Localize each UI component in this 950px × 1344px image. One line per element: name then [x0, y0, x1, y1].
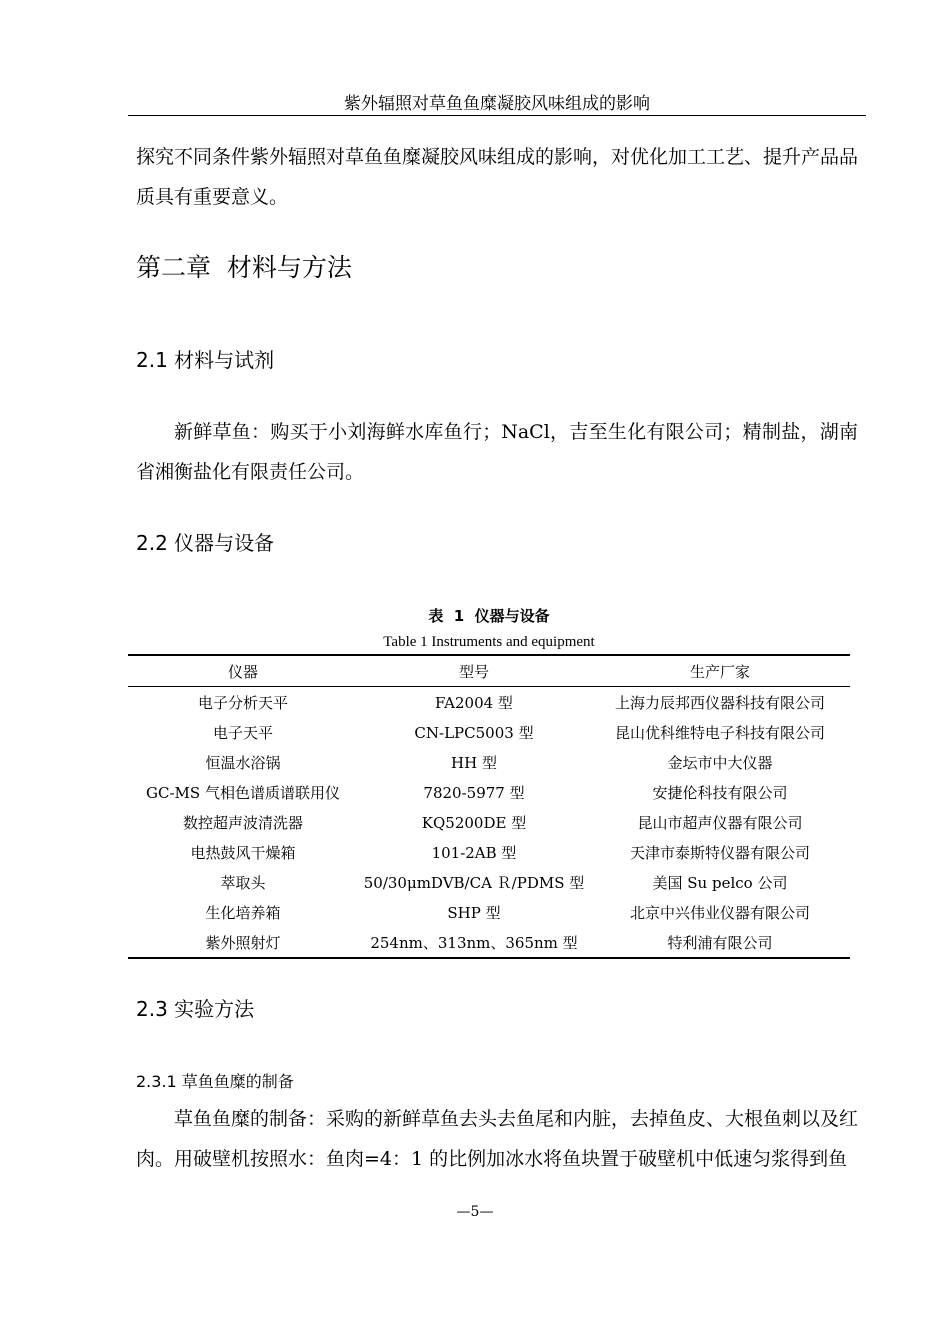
table-header-manufacturer: 生产厂家 [689, 662, 750, 681]
table-header-model: 型号 [458, 662, 489, 681]
table-cell-manufacturer: 美国 Su pelco 公司 [652, 873, 788, 892]
header-rule [128, 115, 866, 116]
table-cell-model: CN-LPC5003 型 [414, 723, 534, 742]
table-cell-manufacturer: 北京中兴伟业仪器有限公司 [629, 903, 810, 922]
subsection-heading-2-3-1: 2.3.1 草鱼鱼糜的制备 [136, 1072, 294, 1091]
table-cell-manufacturer: 上海力辰邦西仪器科技有限公司 [614, 693, 825, 712]
table-cell-instrument: 数控超声波清洗器 [182, 813, 303, 832]
table-cell-manufacturer: 昆山市超声仪器有限公司 [637, 813, 803, 832]
chapter-title: 第二章 材料与方法 [136, 253, 352, 282]
table-row [128, 837, 850, 867]
table-row [128, 687, 850, 718]
table-row [128, 927, 850, 958]
table-caption-english: Table 1 Instruments and equipment [383, 634, 595, 650]
section-heading-2-1: 2.1 材料与试剂 [136, 348, 275, 372]
table-cell-model: SHP 型 [447, 903, 501, 922]
table-cell-instrument: 电子分析天平 [197, 693, 288, 712]
materials-paragraph: 新鲜草鱼：购买于小刘海鲜水库鱼行；NaCl，吉至生化有限公司；精制盐，湖南省湘衡盐化有限责任公司。 [136, 421, 858, 483]
table-row [128, 777, 850, 807]
section-heading-2-3: 2.3 实验方法 [136, 997, 255, 1021]
equipment-table [128, 654, 850, 959]
table-cell-instrument: 紫外照射灯 [205, 933, 281, 952]
table-cell-model: 50/30μmDVB/CA Ｒ/PDMS 型 [363, 873, 585, 892]
section-heading-2-2: 2.2 仪器与设备 [136, 531, 275, 555]
table-cell-manufacturer: 特利浦有限公司 [667, 933, 773, 952]
intro-paragraph: 探究不同条件紫外辐照对草鱼鱼糜凝胶风味组成的影响，对优化加工工艺、提升产品品质具有重要意义。 [136, 146, 859, 208]
table-cell-instrument: GC-MS 气相色谱质谱联用仪 [146, 783, 340, 802]
table-row [128, 897, 850, 927]
table-cell-instrument: 电热鼓风干燥箱 [190, 843, 296, 862]
table-cell-model: 7820-5977 型 [423, 783, 525, 802]
table-cell-manufacturer: 昆山优科维特电子科技有限公司 [614, 723, 825, 742]
table-row [128, 717, 850, 747]
table-cell-instrument: 萃取头 [220, 873, 266, 892]
table-cell-manufacturer: 金坛市中大仪器 [667, 753, 773, 772]
table-cell-manufacturer: 天津市泰斯特仪器有限公司 [629, 843, 810, 862]
table-row [128, 747, 850, 777]
table-cell-model: 101-2AB 型 [431, 843, 517, 862]
table-caption-chinese: 表 1 仪器与设备 [428, 607, 550, 625]
table-header-instrument: 仪器 [227, 662, 258, 681]
table-cell-model: KQ5200DE 型 [421, 813, 527, 832]
running-header: 紫外辐照对草鱼鱼糜凝胶风味组成的影响 [344, 94, 650, 114]
table-row [128, 867, 850, 897]
page-number: —5— [456, 1204, 494, 1220]
method-paragraph: 草鱼鱼糜的制备：采购的新鲜草鱼去头去鱼尾和内脏，去掉鱼皮、大根鱼刺以及红肉。用破壁机按照水：鱼肉=4：1 的比例加冰水将鱼块置于破壁机中低速匀浆得到鱼 [136, 1108, 859, 1170]
table-cell-model: 254nm、313nm、365nm 型 [370, 933, 578, 952]
table-header-row [128, 655, 850, 687]
table-cell-model: FA2004 型 [435, 693, 513, 712]
table-cell-instrument: 生化培养箱 [205, 903, 281, 922]
table-cell-instrument: 恒温水浴锅 [205, 753, 281, 772]
table-cell-model: HH 型 [451, 753, 497, 772]
table-cell-manufacturer: 安捷伦科技有限公司 [652, 783, 788, 802]
table-row [128, 807, 850, 837]
table-cell-instrument: 电子天平 [212, 723, 273, 742]
